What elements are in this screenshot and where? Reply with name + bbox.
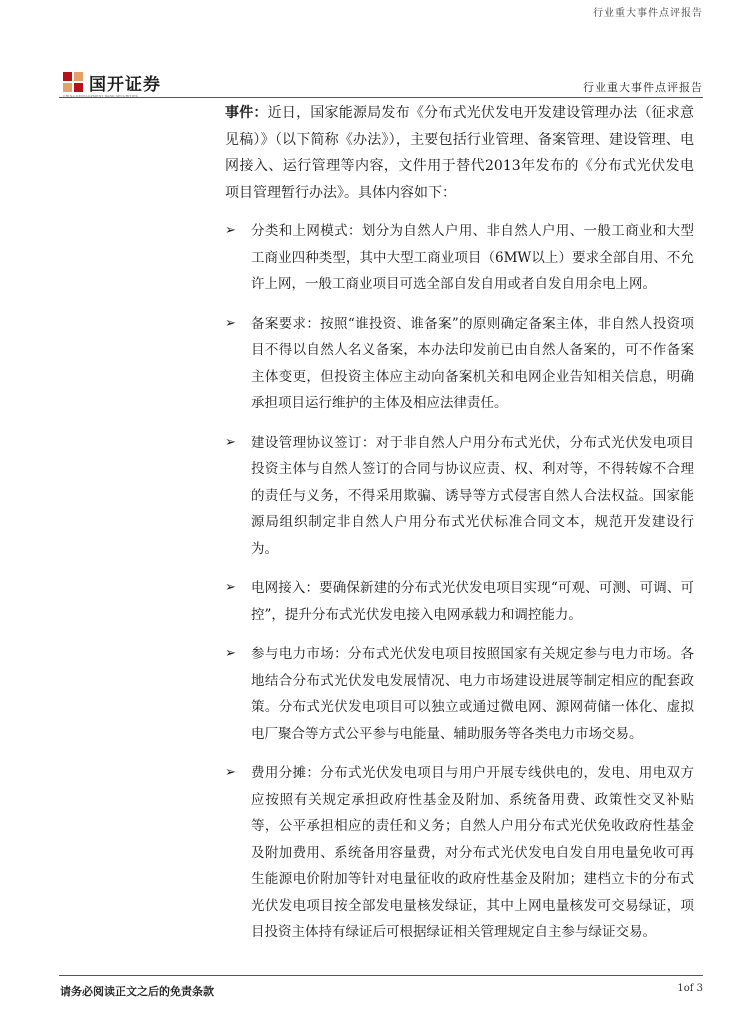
list-item <box>225 430 694 563</box>
company-logo <box>63 68 173 96</box>
logo-subtitle: CHINA DEVELOPMENT BANK SECURITIES <box>63 94 138 98</box>
logo-name: 国开证券 <box>89 75 161 95</box>
logo-mark-icon <box>63 72 83 92</box>
list-item-text: 备案要求：按照“谁投资、谁备案”的原则确定备案主体，非自然人投资项目不得以自然人名义备案，本办法印发前已由自然人备案的，可不作备案主体变更，但投资主体应主动向备案机关和电网企业告知相关信息，明确承担项目运行维护的主体及相应法律责任。 <box>251 315 694 411</box>
list-item-text: 参与电力市场：分布式光伏发电项目按照国家有关规定参与电力市场。各地结合分布式光伏发电发展情况、电力市场建设进展等制定相应的配套政策。分布式光伏发电项目可以独立或通过微电网、源网荷储一体化、虚拟电厂聚合等方式公平参与电能量、辅助服务等各类电力市场交易。 <box>251 646 694 742</box>
header-top-tag: 行业重大事件点评报告 <box>593 8 703 19</box>
list-item-text: 建设管理协议签订：对于非自然人户用分布式光伏，分布式光伏发电项目投资主体与自然人签订的合同与协议应责、权、利对等，不得转嫁不合理的责任与义务，不得采用欺骗、诱导等方式侵害自然人合法权益。国家能源局组织制定非自然人户用分布式光伏标准合同文本，规范开发建设行为。 <box>251 434 694 557</box>
list-item <box>225 641 694 747</box>
event-intro <box>225 100 694 206</box>
page-number: 1of 3 <box>677 983 703 994</box>
bullet-arrow-icon: ➢ <box>225 765 236 780</box>
footer-divider <box>59 975 703 976</box>
bullet-arrow-icon: ➢ <box>225 646 236 661</box>
bullet-arrow-icon: ➢ <box>225 315 236 331</box>
event-lead: 事件： <box>225 105 268 121</box>
report-body <box>225 100 694 959</box>
bullet-arrow-icon: ➢ <box>225 580 236 595</box>
list-item-text: 费用分摊：分布式光伏发电项目与用户开展专线供电的，发电、用电双方应按照有关规定承担政府性基金及附加、系统备用费、政策性交叉补贴等，公平承担相应的责任和义务；自然人户用分布式光伏免收政府性基金及附加费用、系统备用容量费，对分布式光伏发电自发自用电量免收可再生能源电价附加等针对电量征收的政府性基金及附加；建档立卡的分布式光伏发电项目按全部发电量核发绿证，其中上网电量核发可交易绿证，项目投资主体持有绿证后可根据绿证相关管理规定自主参与绿证交易。 <box>251 765 694 940</box>
policy-item-list <box>225 218 694 946</box>
list-item <box>225 575 694 628</box>
list-item <box>225 311 694 417</box>
list-item <box>225 760 694 946</box>
header-divider <box>59 97 703 98</box>
list-item <box>225 218 694 298</box>
disclaimer-notice: 请务必阅读正文之后的免责条款 <box>60 985 214 998</box>
list-item-text: 电网接入：要确保新建的分布式光伏发电项目实现“可观、可测、可调、可控”，提升分布式光伏发电接入电网承载力和调控能力。 <box>251 580 694 623</box>
report-type-label: 行业重大事件点评报告 <box>583 81 703 94</box>
event-text: 近日，国家能源局发布《分布式光伏发电开发建设管理办法（征求意见稿）》（以下简称《办法》），主要包括行业管理、备案管理、建设管理、电网接入、运行管理等内容，文件用于替代2013年发布的《分布式光伏发电项目管理暂行办法》。具体内容如下： <box>225 105 694 201</box>
bullet-arrow-icon: ➢ <box>225 434 236 450</box>
bullet-arrow-icon: ➢ <box>225 223 236 238</box>
list-item-text: 分类和上网模式：划分为自然人户用、非自然人户用、一般工商业和大型工商业四种类型，其中大型工商业项目（6MW以上）要求全部自用、不允许上网，一般工商业项目可选全部自发自用或者自发自用余电上网。 <box>251 223 694 292</box>
